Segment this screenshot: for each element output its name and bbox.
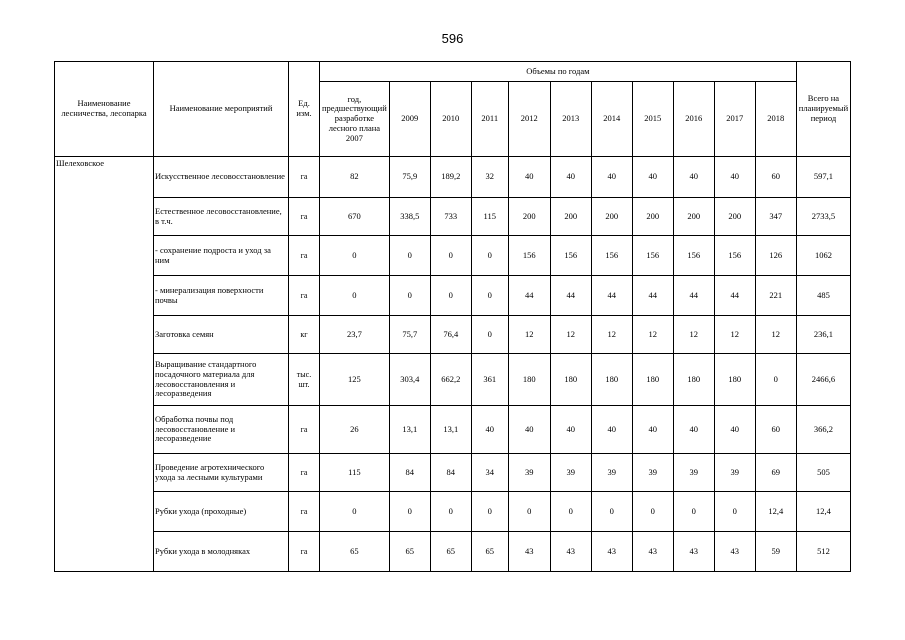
value-cell: 39 <box>673 454 714 492</box>
activity-name-cell: Естественное лесовосстановление, в т.ч. <box>154 198 289 236</box>
unit-cell: га <box>289 454 320 492</box>
value-cell: 44 <box>632 276 673 316</box>
value-cell: 0 <box>320 492 390 532</box>
value-cell: 156 <box>508 236 550 276</box>
value-cell: 12 <box>508 316 550 354</box>
value-cell: 44 <box>508 276 550 316</box>
unit-cell: га <box>289 157 320 198</box>
value-cell: 733 <box>430 198 471 236</box>
unit-cell: тыс. шт. <box>289 354 320 406</box>
value-cell: 44 <box>673 276 714 316</box>
header-forestry: Наименование лесничества, лесопарка <box>55 62 154 157</box>
value-cell: 65 <box>389 532 430 572</box>
header-unit: Ед. изм. <box>289 62 320 157</box>
value-cell: 40 <box>591 157 632 198</box>
unit-cell: га <box>289 198 320 236</box>
value-cell: 40 <box>632 157 673 198</box>
value-cell: 200 <box>508 198 550 236</box>
value-cell: 156 <box>632 236 673 276</box>
table-row <box>55 492 851 532</box>
value-cell: 0 <box>471 276 508 316</box>
value-cell: 60 <box>755 157 796 198</box>
table-row <box>55 532 851 572</box>
total-value-cell: 2466,6 <box>796 354 850 406</box>
table-row <box>55 276 851 316</box>
value-cell: 12 <box>632 316 673 354</box>
header-year: 2014 <box>591 82 632 157</box>
value-cell: 75,9 <box>389 157 430 198</box>
value-cell: 180 <box>591 354 632 406</box>
unit-cell: кг <box>289 316 320 354</box>
value-cell: 115 <box>471 198 508 236</box>
value-cell: 200 <box>550 198 591 236</box>
table-row <box>55 354 851 406</box>
value-cell: 0 <box>591 492 632 532</box>
value-cell: 43 <box>550 532 591 572</box>
value-cell: 39 <box>550 454 591 492</box>
header-year: 2011 <box>471 82 508 157</box>
value-cell: 0 <box>632 492 673 532</box>
value-cell: 59 <box>755 532 796 572</box>
value-cell: 0 <box>508 492 550 532</box>
total-value-cell: 1062 <box>796 236 850 276</box>
header-year: 2009 <box>389 82 430 157</box>
value-cell: 34 <box>471 454 508 492</box>
page-number: 596 <box>441 31 464 46</box>
value-cell: 40 <box>673 157 714 198</box>
value-cell: 156 <box>673 236 714 276</box>
value-cell: 180 <box>550 354 591 406</box>
activity-name-cell: Обработка почвы под лесовосстановление и лесоразведение <box>154 406 289 454</box>
value-cell: 180 <box>673 354 714 406</box>
value-cell: 75,7 <box>389 316 430 354</box>
value-cell: 40 <box>471 406 508 454</box>
value-cell: 200 <box>714 198 755 236</box>
value-cell: 180 <box>508 354 550 406</box>
unit-cell: га <box>289 276 320 316</box>
value-cell: 32 <box>471 157 508 198</box>
activity-name-cell: - минерализация поверхности почвы <box>154 276 289 316</box>
value-cell: 126 <box>755 236 796 276</box>
table-row <box>55 157 851 198</box>
value-cell: 0 <box>430 236 471 276</box>
value-cell: 40 <box>632 406 673 454</box>
activity-name-cell: Проведение агротехнического ухода за лесными культурами <box>154 454 289 492</box>
header-activity: Наименование мероприятий <box>154 62 289 157</box>
total-value-cell: 597,1 <box>796 157 850 198</box>
value-cell: 13,1 <box>389 406 430 454</box>
value-cell: 0 <box>714 492 755 532</box>
activity-name-cell: Рубки ухода (проходные) <box>154 492 289 532</box>
value-cell: 0 <box>471 236 508 276</box>
table-row <box>55 236 851 276</box>
value-cell: 44 <box>714 276 755 316</box>
value-cell: 65 <box>320 532 390 572</box>
table-body <box>55 157 851 572</box>
value-cell: 23,7 <box>320 316 390 354</box>
value-cell: 43 <box>508 532 550 572</box>
value-cell: 0 <box>389 492 430 532</box>
table-row <box>55 454 851 492</box>
value-cell: 0 <box>471 316 508 354</box>
value-cell: 12 <box>591 316 632 354</box>
value-cell: 361 <box>471 354 508 406</box>
value-cell: 303,4 <box>389 354 430 406</box>
header-year: 2012 <box>508 82 550 157</box>
value-cell: 125 <box>320 354 390 406</box>
value-cell: 221 <box>755 276 796 316</box>
unit-cell: га <box>289 236 320 276</box>
value-cell: 84 <box>389 454 430 492</box>
header-year: 2018 <box>755 82 796 157</box>
value-cell: 82 <box>320 157 390 198</box>
value-cell: 156 <box>550 236 591 276</box>
value-cell: 65 <box>430 532 471 572</box>
value-cell: 156 <box>591 236 632 276</box>
value-cell: 69 <box>755 454 796 492</box>
value-cell: 40 <box>508 157 550 198</box>
value-cell: 12 <box>755 316 796 354</box>
value-cell: 200 <box>632 198 673 236</box>
value-cell: 40 <box>550 406 591 454</box>
value-cell: 39 <box>591 454 632 492</box>
total-value-cell: 505 <box>796 454 850 492</box>
table-row <box>55 316 851 354</box>
activity-name-cell: - сохранение подроста и уход за ним <box>154 236 289 276</box>
value-cell: 662,2 <box>430 354 471 406</box>
value-cell: 40 <box>714 406 755 454</box>
unit-cell: га <box>289 532 320 572</box>
value-cell: 84 <box>430 454 471 492</box>
value-cell: 39 <box>508 454 550 492</box>
value-cell: 43 <box>714 532 755 572</box>
value-cell: 40 <box>550 157 591 198</box>
activity-name-cell: Искусственное лесовосстановление <box>154 157 289 198</box>
header-year: 2016 <box>673 82 714 157</box>
value-cell: 13,1 <box>430 406 471 454</box>
value-cell: 0 <box>430 276 471 316</box>
activity-name-cell: Выращивание стандартного посадочного материала для лесовосстановления и лесоразведения <box>154 354 289 406</box>
header-total: Всего на планируемый период <box>796 62 850 157</box>
value-cell: 40 <box>714 157 755 198</box>
value-cell: 0 <box>673 492 714 532</box>
forest-activities-table <box>54 61 851 572</box>
value-cell: 0 <box>471 492 508 532</box>
value-cell: 40 <box>508 406 550 454</box>
value-cell: 44 <box>550 276 591 316</box>
value-cell: 200 <box>591 198 632 236</box>
value-cell: 180 <box>714 354 755 406</box>
total-value-cell: 366,2 <box>796 406 850 454</box>
value-cell: 12 <box>673 316 714 354</box>
value-cell: 189,2 <box>430 157 471 198</box>
value-cell: 115 <box>320 454 390 492</box>
value-cell: 40 <box>673 406 714 454</box>
activity-name-cell: Рубки ухода в молодняках <box>154 532 289 572</box>
value-cell: 0 <box>320 236 390 276</box>
value-cell: 156 <box>714 236 755 276</box>
header-year: 2015 <box>632 82 673 157</box>
forestry-name-cell: Шелеховское <box>55 157 154 572</box>
value-cell: 65 <box>471 532 508 572</box>
value-cell: 180 <box>632 354 673 406</box>
value-cell: 338,5 <box>389 198 430 236</box>
value-cell: 39 <box>714 454 755 492</box>
unit-cell: га <box>289 492 320 532</box>
header-year: 2017 <box>714 82 755 157</box>
value-cell: 26 <box>320 406 390 454</box>
total-value-cell: 2733,5 <box>796 198 850 236</box>
total-value-cell: 512 <box>796 532 850 572</box>
header-year: 2013 <box>550 82 591 157</box>
value-cell: 12,4 <box>755 492 796 532</box>
value-cell: 0 <box>389 236 430 276</box>
value-cell: 0 <box>389 276 430 316</box>
value-cell: 200 <box>673 198 714 236</box>
value-cell: 0 <box>755 354 796 406</box>
value-cell: 0 <box>550 492 591 532</box>
value-cell: 12 <box>714 316 755 354</box>
header-base-year: год, предшествующий разработке лесного плана 2007 <box>320 82 390 157</box>
activity-name-cell: Заготовка семян <box>154 316 289 354</box>
table-row <box>55 198 851 236</box>
header-row-1 <box>55 62 851 82</box>
value-cell: 43 <box>632 532 673 572</box>
total-value-cell: 485 <box>796 276 850 316</box>
value-cell: 43 <box>591 532 632 572</box>
value-cell: 43 <box>673 532 714 572</box>
header-year: 2010 <box>430 82 471 157</box>
total-value-cell: 12,4 <box>796 492 850 532</box>
value-cell: 60 <box>755 406 796 454</box>
value-cell: 40 <box>591 406 632 454</box>
value-cell: 670 <box>320 198 390 236</box>
value-cell: 76,4 <box>430 316 471 354</box>
table-row <box>55 406 851 454</box>
value-cell: 0 <box>320 276 390 316</box>
value-cell: 44 <box>591 276 632 316</box>
total-value-cell: 236,1 <box>796 316 850 354</box>
header-volumes-by-year: Объемы по годам <box>320 62 797 82</box>
value-cell: 39 <box>632 454 673 492</box>
value-cell: 347 <box>755 198 796 236</box>
value-cell: 12 <box>550 316 591 354</box>
unit-cell: га <box>289 406 320 454</box>
value-cell: 0 <box>430 492 471 532</box>
